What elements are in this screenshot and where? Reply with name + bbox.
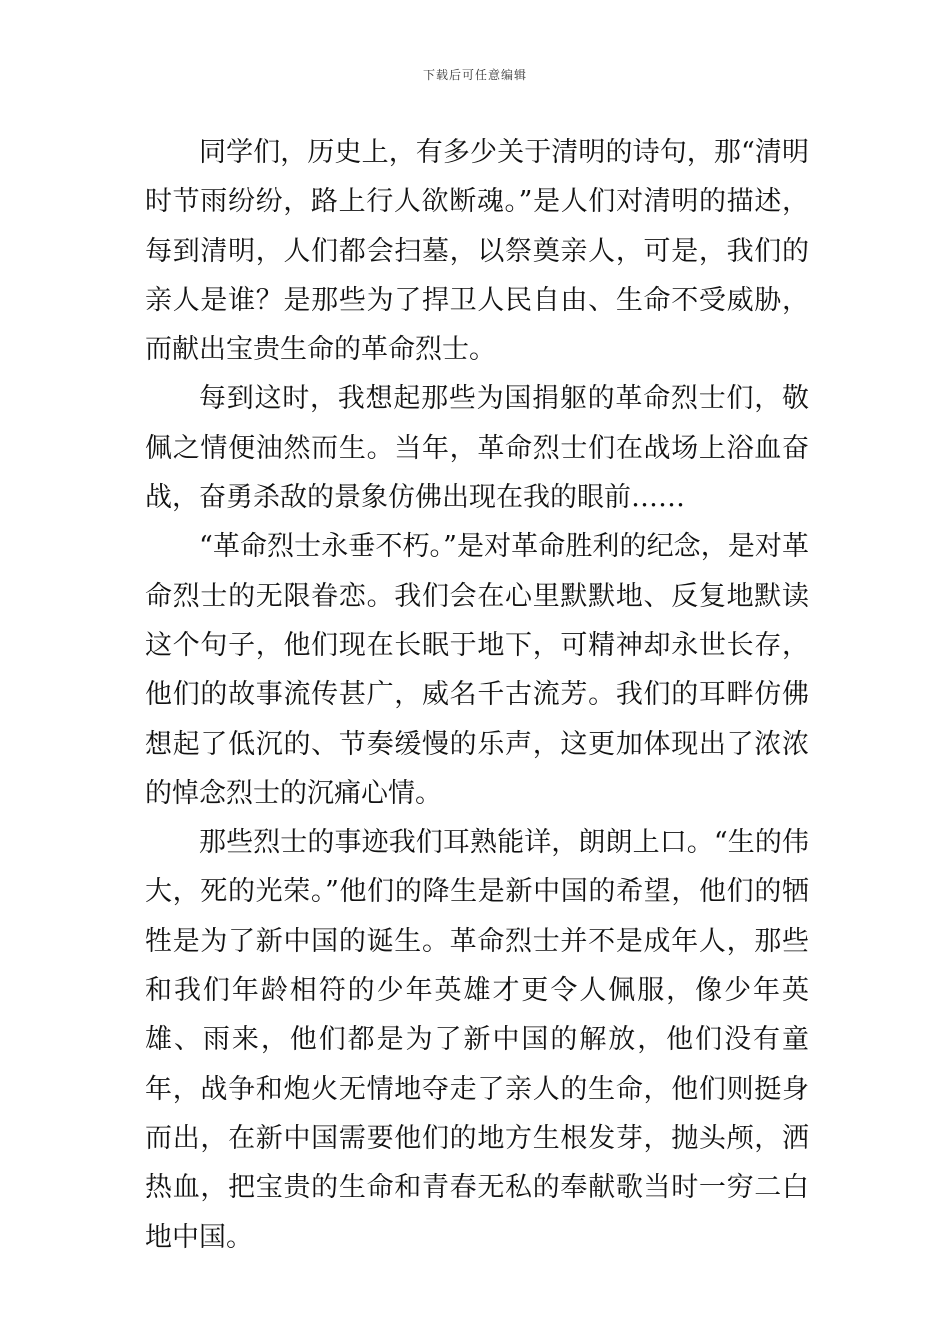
page-header: 下载后可任意编辑 (422, 68, 527, 82)
document-body (145, 128, 809, 1262)
paragraph-3: “革命烈士永垂不朽。”是对革命胜利的纪念，是对革命烈士的无限眷恋。我们会在心里默默地、反复地默读这个句子，他们现在长眠于地下，可精神却永世长存，他们的故事流传甚广，威名千古流芳。我们的耳畔仿佛想起了低沉的、节奏缓慢的乐声，这更加体现出了浓浓的悼念烈士的沉痛心情。 (145, 531, 809, 809)
paragraph-4: 那些烈士的事迹我们耳熟能详，朗朗上口。“生的伟大，死的光荣。”他们的降生是新中国的希望，他们的牺牲是为了新中国的诞生。革命烈士并不是成年人，那些和我们年龄相符的少年英雄才更令人佩服，像少年英雄、雨来，他们都是为了新中国的解放，他们没有童年，战争和炮火无情地夺走了亲人的生命，他们则挺身而出，在新中国需要他们的地方生根发芽，抛头颅，洒热血，把宝贵的生命和青春无私的奉献歌当时一穷二白地中国。 (145, 827, 809, 1253)
paragraph-2: 每到这时，我想起那些为国捐躯的革命烈士们，敬佩之情便油然而生。当年，革命烈士们在战场上浴血奋战，奋勇杀敌的景象仿佛出现在我的眼前…… (145, 383, 809, 514)
paragraph-1: 同学们，历史上，有多少关于清明的诗句，那“清明时节雨纷纷，路上行人欲断魂。”是人们对清明的描述，每到清明，人们都会扫墓，以祭奠亲人，可是，我们的亲人是谁？是那些为了捍卫人民自由、生命不受威胁，而献出宝贵生命的革命烈士。 (145, 137, 809, 366)
